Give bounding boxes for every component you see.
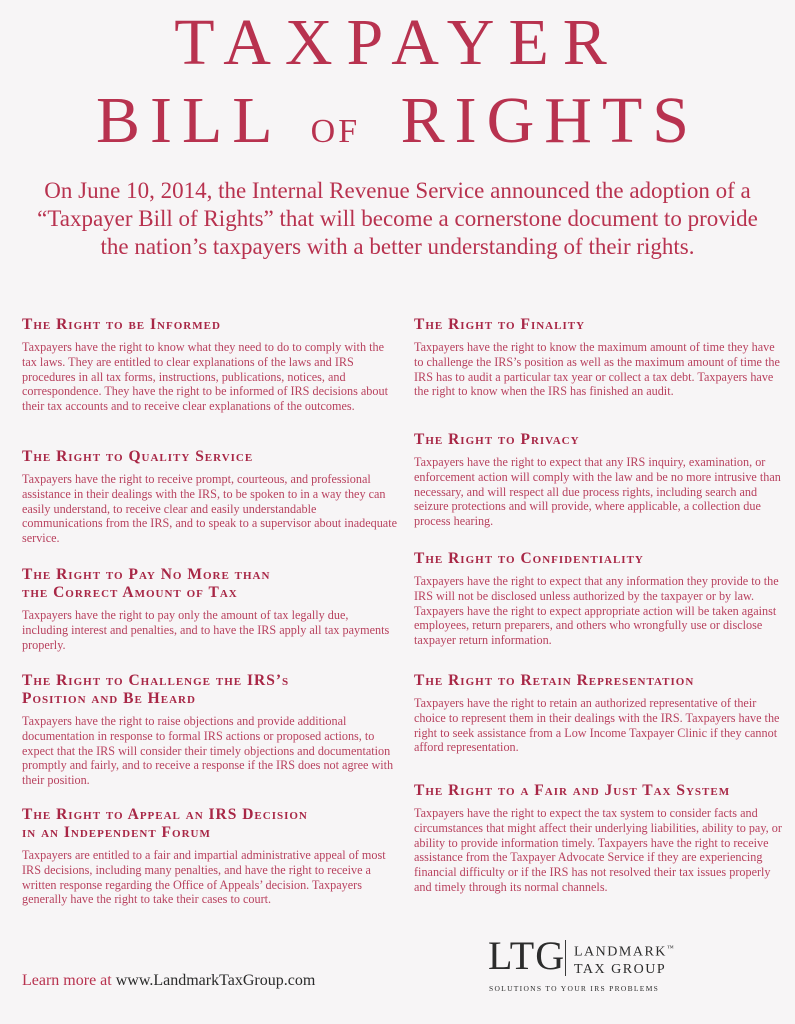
section-heading bbox=[414, 550, 784, 568]
section-heading bbox=[22, 566, 397, 602]
section-heading bbox=[22, 672, 397, 708]
section-heading-line: The Right to Privacy bbox=[414, 431, 580, 448]
section-body: Taxpayers have the right to retain an authorized representative of their choice to represent them in their dealings with the IRS. Taxpayers have the right to seek assistance from a Low Income Taxpayer Clinic if they cannot afford representation. bbox=[414, 696, 780, 755]
right-section bbox=[22, 806, 397, 907]
section-heading-line: The Right to Quality Service bbox=[22, 448, 254, 465]
right-section bbox=[414, 672, 784, 755]
section-heading bbox=[22, 316, 397, 334]
section-heading bbox=[414, 672, 784, 690]
section-heading-line: the Correct Amount of Tax bbox=[22, 584, 238, 601]
section-heading bbox=[414, 782, 784, 800]
section-heading bbox=[22, 806, 397, 842]
section-heading-line: in an Independent Forum bbox=[22, 824, 211, 841]
logo-name bbox=[574, 940, 675, 978]
section-heading-line: The Right to Finality bbox=[414, 316, 586, 333]
right-section bbox=[22, 672, 397, 788]
title-of: OF bbox=[310, 113, 361, 150]
section-heading-line: Position and Be Heard bbox=[22, 690, 196, 707]
section-body: Taxpayers have the right to expect that any information they provide to the IRS will not be disclosed unless authorized by the taxpayer or by law. Taxpayers have the right to expect appropriate action will be taken against employees, return preparers, and others who wrongfully use or disclose taxpayer return information. bbox=[414, 574, 779, 648]
section-heading-line: The Right to a Fair and Just Tax System bbox=[414, 782, 731, 799]
right-section bbox=[22, 316, 397, 414]
section-heading bbox=[414, 316, 784, 334]
right-section bbox=[414, 782, 784, 895]
section-body: Taxpayers have the right to pay only the amount of tax legally due, including interest and penalties, and to have the IRS apply all tax payments properly. bbox=[22, 608, 390, 652]
logo-name-line2: TAX GROUP bbox=[574, 961, 667, 977]
website-link[interactable]: www.LandmarkTaxGroup.com bbox=[115, 972, 316, 989]
intro-paragraph: On June 10, 2014, the Internal Revenue Service announced the adoption of a “Taxpayer Bill of Rights” that will become a cornerstone document to provide the nation’s taxpayers with a better understanding of their rights. bbox=[37, 178, 758, 259]
section-body: Taxpayers are entitled to a fair and impartial administrative appeal of most IRS decisions, including many penalties, and have the right to receive a written response regarding the Office of Appeals’ decision. Taxpayers generally have the right to take their cases to court. bbox=[22, 848, 386, 907]
title-line-1: TAXPAYER bbox=[174, 6, 621, 79]
logo-mark: LTG bbox=[488, 933, 566, 978]
right-section bbox=[414, 431, 784, 529]
title-rights: RIGHTS bbox=[400, 84, 699, 157]
section-heading bbox=[414, 431, 784, 449]
section-body: Taxpayers have the right to expect the tax system to consider facts and circumstances that might affect their underlying liabilities, ability to pay, or ability to provide information timely. Taxpayers have the right to receive assistance from the Taxpayer Advocate Service if they are experiencing financial difficulty or if the IRS has not resolved their tax issues properly and timely through its normal channels. bbox=[414, 806, 782, 894]
right-section bbox=[414, 316, 784, 399]
section-heading-line: The Right to Appeal an IRS Decision bbox=[22, 806, 308, 823]
section-body: Taxpayers have the right to receive prompt, courteous, and professional assistance in their dealings with the IRS, to be spoken to in a way they can easily understand, to receive clear and easily understandable communications from the IRS, and to speak to a supervisor about inadequate service. bbox=[22, 472, 398, 546]
right-section bbox=[22, 566, 397, 652]
title-bill: BILL bbox=[95, 84, 281, 157]
right-section bbox=[414, 550, 784, 648]
section-heading-line: The Right to Retain Representation bbox=[414, 672, 695, 689]
section-body: Taxpayers have the right to expect that any IRS inquiry, examination, or enforcement action will comply with the law and be no more intrusive than necessary, and will respect all due process rights, including search and seizure protections and will provide, where applicable, a collection due process hearing. bbox=[414, 455, 781, 529]
learn-more-prefix: Learn more at bbox=[22, 972, 112, 989]
section-heading-line: The Right to be Informed bbox=[22, 316, 221, 333]
section-heading-line: The Right to Pay No More than bbox=[22, 566, 271, 583]
section-body: Taxpayers have the right to know what they need to do to comply with the tax laws. They are entitled to clear explanations of the laws and IRS procedures in all tax forms, instructions, publications, notices, and correspondence. They have the right to be informed of IRS decisions about their tax accounts and to receive clear explanations of the outcomes. bbox=[22, 340, 388, 414]
logo-name-line1: LANDMARK bbox=[574, 944, 667, 960]
section-heading-line: The Right to Confidentiality bbox=[414, 550, 644, 567]
learn-more bbox=[22, 972, 315, 990]
section-heading-line: The Right to Challenge the IRS’s bbox=[22, 672, 290, 689]
section-heading bbox=[22, 448, 397, 466]
section-body: Taxpayers have the right to raise objections and provide additional documentation in response to formal IRS actions or proposed actions, to expect that the IRS will consider their timely objections and documentation promptly and fairly, and to receive a response if the IRS does not agree with their position. bbox=[22, 714, 394, 788]
trademark-symbol: ™ bbox=[666, 944, 676, 952]
logo-divider bbox=[565, 940, 566, 976]
logo-tagline: SOLUTIONS TO YOUR IRS PROBLEMS bbox=[489, 984, 660, 993]
title-line-2 bbox=[0, 84, 795, 157]
right-section bbox=[22, 448, 397, 546]
section-body: Taxpayers have the right to know the maximum amount of time they have to challenge the IRS’s position as well as the maximum amount of time the IRS has to audit a particular tax year or collect a tax debt. Taxpayers have the right to know when the IRS has finished an audit. bbox=[414, 340, 780, 399]
